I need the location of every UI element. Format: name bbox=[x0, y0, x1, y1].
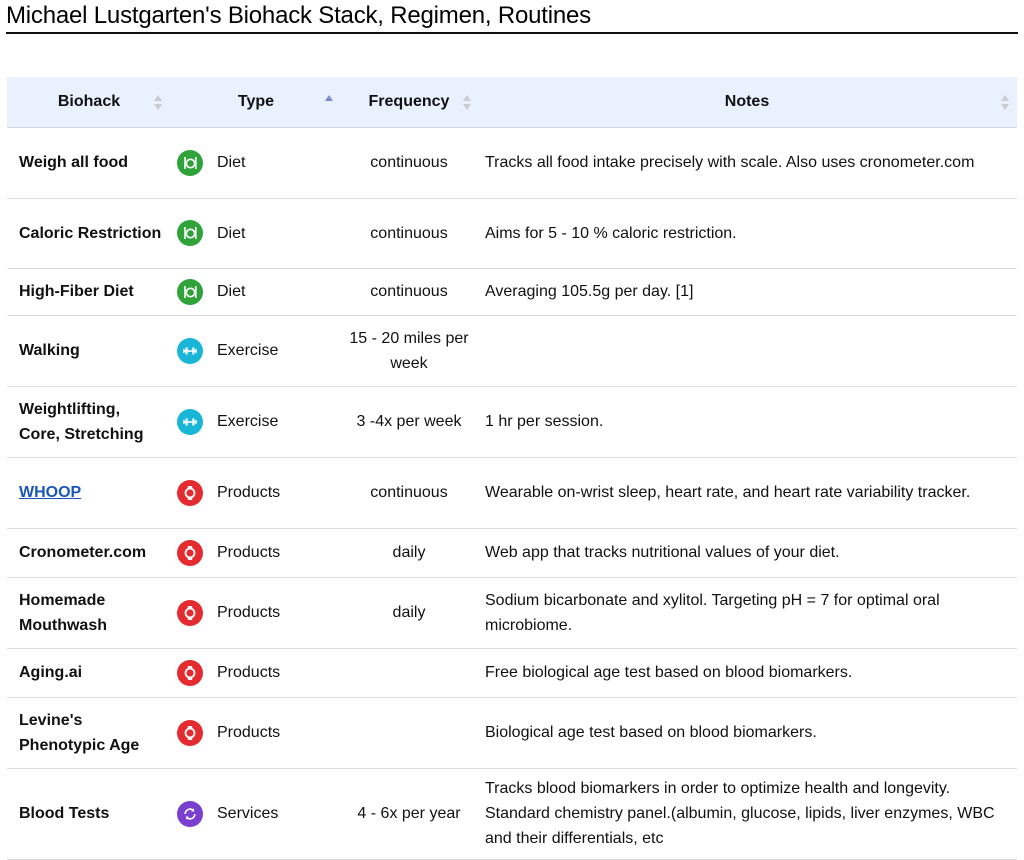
type-wrap bbox=[177, 720, 341, 746]
type-wrap bbox=[177, 801, 341, 827]
products-icon bbox=[177, 600, 203, 626]
cell-biohack: Weightlifting, Core, Stretching bbox=[7, 386, 171, 457]
cell-type bbox=[171, 528, 341, 577]
cell-biohack: Cronometer.com bbox=[7, 528, 171, 577]
table-row bbox=[7, 577, 1017, 648]
cell-biohack: Weigh all food bbox=[7, 127, 171, 198]
cell-notes: Wearable on-wrist sleep, heart rate, and heart rate variability tracker. bbox=[477, 457, 1017, 528]
cell-notes: Biological age test based on blood biomarkers. bbox=[477, 697, 1017, 768]
type-label: Services bbox=[217, 805, 279, 822]
cell-frequency: daily bbox=[341, 577, 477, 648]
sort-arrows-icon[interactable] bbox=[463, 95, 471, 111]
table-row bbox=[7, 697, 1017, 768]
table-row bbox=[7, 457, 1017, 528]
type-wrap bbox=[177, 600, 341, 626]
type-label: Diet bbox=[217, 283, 246, 300]
cell-biohack: Aging.ai bbox=[7, 648, 171, 697]
cell-frequency: 4 - 6x per year bbox=[341, 768, 477, 859]
table-row bbox=[7, 198, 1017, 268]
type-label: Products bbox=[217, 604, 281, 621]
cell-notes: Free biological age test based on blood biomarkers. bbox=[477, 648, 1017, 697]
cell-type bbox=[171, 386, 341, 457]
services-icon bbox=[177, 801, 203, 827]
type-label: Exercise bbox=[217, 413, 279, 430]
cell-type bbox=[171, 268, 341, 315]
sort-ascending-icon[interactable] bbox=[325, 95, 333, 111]
cell-frequency: continuous bbox=[341, 268, 477, 315]
table-body bbox=[7, 127, 1017, 859]
diet-icon bbox=[177, 279, 203, 305]
products-icon bbox=[177, 480, 203, 506]
cell-notes: Web app that tracks nutritional values of your diet. bbox=[477, 528, 1017, 577]
cell-frequency: continuous bbox=[341, 457, 477, 528]
cell-frequency: continuous bbox=[341, 198, 477, 268]
cell-notes: Sodium bicarbonate and xylitol. Targeting pH = 7 for optimal oral microbiome. bbox=[477, 577, 1017, 648]
cell-type bbox=[171, 315, 341, 386]
type-label: Products bbox=[217, 724, 281, 741]
column-header-frequency[interactable] bbox=[341, 77, 477, 127]
table-row bbox=[7, 127, 1017, 198]
cell-type bbox=[171, 768, 341, 859]
type-wrap bbox=[177, 220, 341, 246]
diet-icon bbox=[177, 150, 203, 176]
cell-frequency: 3 -4x per week bbox=[341, 386, 477, 457]
cell-frequency: daily bbox=[341, 528, 477, 577]
page-title: Michael Lustgarten's Biohack Stack, Regimen, Routines bbox=[6, 2, 591, 29]
cell-biohack: Caloric Restriction bbox=[7, 198, 171, 268]
cell-type bbox=[171, 648, 341, 697]
type-label: Diet bbox=[217, 154, 246, 171]
column-header-label: Frequency bbox=[368, 92, 450, 110]
type-label: Products bbox=[217, 544, 281, 561]
cell-frequency: continuous bbox=[341, 127, 477, 198]
cell-type bbox=[171, 577, 341, 648]
biohack-link[interactable]: WHOOP bbox=[19, 484, 82, 501]
cell-type bbox=[171, 457, 341, 528]
type-label: Diet bbox=[217, 224, 246, 242]
type-wrap bbox=[177, 338, 341, 364]
cell-frequency bbox=[341, 648, 477, 697]
table-row bbox=[7, 528, 1017, 577]
exercise-icon bbox=[177, 338, 203, 364]
cell-biohack bbox=[7, 457, 171, 528]
type-wrap bbox=[177, 279, 341, 305]
cell-frequency bbox=[341, 697, 477, 768]
cell-biohack: Walking bbox=[7, 315, 171, 386]
products-icon bbox=[177, 720, 203, 746]
table-row bbox=[7, 768, 1017, 859]
type-wrap bbox=[177, 660, 341, 686]
type-wrap bbox=[177, 409, 341, 435]
biohack-table bbox=[7, 77, 1017, 860]
column-header-label: Biohack bbox=[57, 92, 121, 110]
cell-notes: Aims for 5 - 10 % caloric restriction. bbox=[477, 198, 1017, 268]
column-header-label: Type bbox=[237, 92, 275, 110]
cell-type bbox=[171, 198, 341, 268]
type-wrap bbox=[177, 480, 341, 506]
products-icon bbox=[177, 540, 203, 566]
cell-notes: Tracks blood biomarkers in order to optimize health and longevity. Standard chemistry panel.(albumin, glucose, lipids, liver enzymes, WBC and their differentials, etc bbox=[477, 768, 1017, 859]
type-label: Exercise bbox=[217, 342, 279, 359]
cell-biohack: High-Fiber Diet bbox=[7, 268, 171, 315]
cell-notes: Tracks all food intake precisely with scale. Also uses cronometer.com bbox=[477, 127, 1017, 198]
column-header-type[interactable] bbox=[171, 77, 341, 127]
column-header-biohack[interactable] bbox=[7, 77, 171, 127]
type-wrap bbox=[177, 150, 341, 176]
type-wrap bbox=[177, 540, 341, 566]
column-header-notes[interactable] bbox=[477, 77, 1017, 127]
biohack-table-container bbox=[7, 77, 1017, 860]
cell-biohack: Levine's Phenotypic Age bbox=[7, 697, 171, 768]
cell-frequency: 15 - 20 miles per week bbox=[341, 315, 477, 386]
cell-type bbox=[171, 697, 341, 768]
cell-biohack: Blood Tests bbox=[7, 768, 171, 859]
cell-notes: Averaging 105.5g per day. [1] bbox=[477, 268, 1017, 315]
table-row bbox=[7, 315, 1017, 386]
table-row bbox=[7, 386, 1017, 457]
cell-notes bbox=[477, 315, 1017, 386]
table-row bbox=[7, 268, 1017, 315]
title-divider bbox=[6, 32, 1018, 34]
type-label: Products bbox=[217, 484, 281, 501]
diet-icon bbox=[177, 220, 203, 246]
sort-arrows-icon[interactable] bbox=[154, 95, 162, 111]
cell-notes: 1 hr per session. bbox=[477, 386, 1017, 457]
products-icon bbox=[177, 660, 203, 686]
table-row bbox=[7, 648, 1017, 697]
column-header-label: Notes bbox=[724, 92, 770, 110]
cell-type bbox=[171, 127, 341, 198]
table-header-row bbox=[7, 77, 1017, 127]
sort-arrows-icon[interactable] bbox=[1001, 95, 1009, 111]
cell-biohack: Homemade Mouthwash bbox=[7, 577, 171, 648]
type-label: Products bbox=[217, 664, 281, 681]
exercise-icon bbox=[177, 409, 203, 435]
